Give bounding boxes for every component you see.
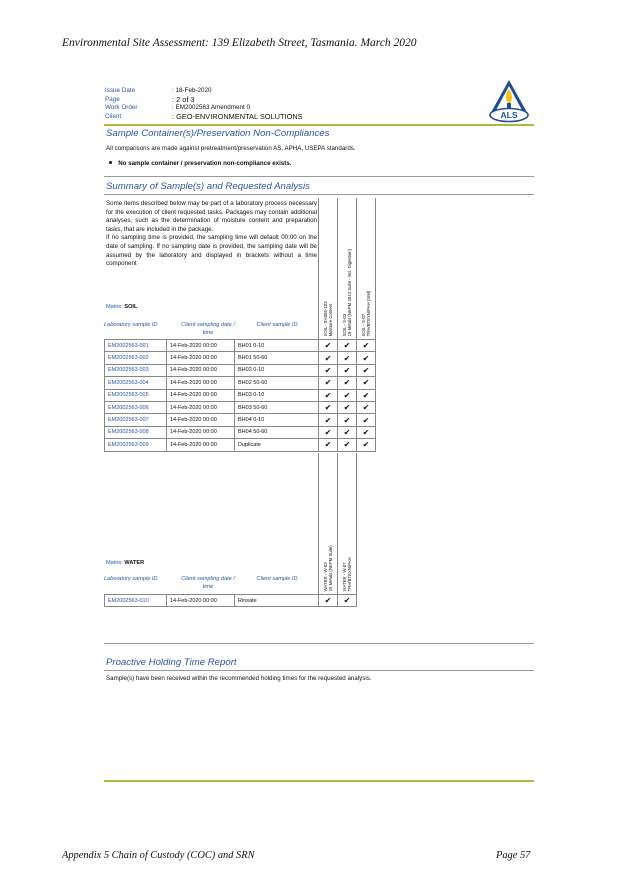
checkmark-icon: ✔	[357, 389, 376, 401]
table-row	[105, 414, 376, 426]
sampling-date: 14-Feb-2020 00:00	[167, 426, 235, 438]
checkmark-icon: ✔	[338, 401, 357, 413]
meta-page	[105, 96, 303, 105]
sampling-date: 14-Feb-2020 00:00	[167, 414, 235, 426]
meta-value: : 2 of 3	[172, 94, 195, 104]
client-sample-id: BH02 0-10	[235, 364, 319, 376]
checkmark-icon: ✔	[357, 340, 376, 352]
table-row	[105, 377, 376, 389]
table-row	[105, 352, 376, 364]
matrix-value: SOIL	[124, 304, 138, 310]
water-sample-table	[104, 594, 357, 607]
meta-issue-date	[105, 87, 303, 96]
meta-value: : 18-Feb-2020	[172, 87, 212, 94]
table-row	[105, 426, 376, 438]
sampling-date: 14-Feb-2020 00:00	[167, 340, 235, 352]
meta-label: Page	[105, 95, 120, 103]
client-sample-id: BH01 50-60	[235, 352, 319, 364]
logo-text: ALS	[500, 110, 518, 120]
table-row	[105, 401, 376, 413]
sampling-date: 14-Feb-2020 00:00	[167, 389, 235, 401]
footer-page-number: Page 57	[496, 850, 531, 861]
meta-label: Issue Date	[105, 87, 136, 94]
checkmark-icon: ✔	[319, 439, 338, 451]
checkmark-icon: ✔	[319, 595, 338, 607]
checkmark-icon: ✔	[319, 401, 338, 413]
client-sample-id: Rinsate	[235, 595, 319, 607]
checkmark-icon: ✔	[319, 377, 338, 389]
lab-sample-id: EM2002563-006	[105, 401, 167, 413]
lab-sample-id: EM2002563-003	[105, 364, 167, 376]
checkmark-icon: ✔	[338, 595, 357, 607]
checkmark-icon: ✔	[319, 364, 338, 376]
checkmark-icon: ✔	[338, 364, 357, 376]
client-sample-id: BH02 50-60	[235, 377, 319, 389]
running-header: Environmental Site Assessment: 139 Elizabeth Street, Tasmania. March 2020	[62, 37, 417, 49]
table-row	[105, 364, 376, 376]
section-divider	[104, 176, 534, 177]
analysis-column: SOIL - S-07 TRH/BTEXN/PAH (SIM)	[357, 198, 376, 339]
checkmark-icon: ✔	[357, 426, 376, 438]
intro-paragraph: Some items described below may be part of a laboratory process necessary for the execution of client requested tasks. Packages may contain additional analyses, such as the determination of moisture content and preparation tasks, that are included in the package.	[106, 200, 317, 233]
client-sample-id: BH04 0-10	[235, 414, 319, 426]
noncompliance-text: All comparisons are made against pretreatment/preservation AS, APHA, USEPA standards.	[106, 145, 356, 152]
table-row	[105, 340, 376, 352]
lab-sample-id: EM2002563-008	[105, 426, 167, 438]
meta-label: Client	[105, 112, 122, 120]
checkmark-icon: ✔	[357, 414, 376, 426]
checkmark-icon: ✔	[338, 340, 357, 352]
checkmark-icon: ✔	[319, 352, 338, 364]
footer-left: Appendix 5 Chain of Custody (COC) and SRN	[62, 850, 255, 861]
holding-title: Proactive Holding Time Report	[106, 657, 237, 668]
matrix-value: WATER	[124, 560, 145, 566]
sampling-date: 14-Feb-2020 00:00	[167, 439, 235, 451]
water-col-date: Client sampling date / time	[181, 576, 235, 590]
checkmark-icon: ✔	[319, 340, 338, 352]
client-sample-id: BH03 50-60	[235, 401, 319, 413]
analysis-column: WATER - W-07 TRH/BTEXN/PAH	[338, 453, 357, 594]
analysis-column: SOIL - EA055-103 Moisture Content	[319, 198, 338, 339]
checkmark-icon: ✔	[357, 401, 376, 413]
sampling-date: 14-Feb-2020 00:00	[167, 377, 235, 389]
section-divider	[104, 670, 534, 671]
checkmark-icon: ✔	[357, 377, 376, 389]
water-analysis-header	[318, 453, 356, 594]
meta-client	[105, 113, 303, 122]
soil-sample-table	[104, 339, 376, 452]
report-meta	[105, 87, 303, 121]
sampling-date: 14-Feb-2020 00:00	[167, 595, 235, 607]
soil-analysis-header	[318, 198, 375, 339]
checkmark-icon: ✔	[338, 377, 357, 389]
lab-sample-id: EM2002563-010	[105, 595, 167, 607]
checkmark-icon: ✔	[357, 352, 376, 364]
water-col-client-id: Client sample ID	[256, 576, 298, 582]
sampling-date: 14-Feb-2020 00:00	[167, 364, 235, 376]
sampling-date: 14-Feb-2020 00:00	[167, 352, 235, 364]
water-matrix-label: Matrix: WATER	[106, 560, 145, 566]
intro-paragraph: If no sampling time is provided, the sampling time will default 00:00 on the date of sampling. If no sampling date is provided, the sampling date will be assumed by the laboratory and displayed in brackets without a time component	[106, 234, 317, 268]
lab-sample-id: EM2002563-007	[105, 414, 167, 426]
sampling-date: 14-Feb-2020 00:00	[167, 401, 235, 413]
checkmark-icon: ✔	[338, 426, 357, 438]
bullet-icon	[109, 161, 112, 164]
checkmark-icon: ✔	[357, 439, 376, 451]
header-divider	[104, 124, 534, 126]
checkmark-icon: ✔	[338, 352, 357, 364]
soil-col-date: Client sampling date / time	[181, 322, 235, 336]
noncompliance-title: Sample Container(s)/Preservation Non-Compliances	[106, 128, 330, 139]
lab-sample-id: EM2002563-004	[105, 377, 167, 389]
analysis-column: SOIL - S-03 15 Metals (NEPM 2013 Suite - incl. Digestion)	[338, 198, 357, 339]
holding-text: Sample(s) have been received within the recommended holding times for the requested analysis.	[106, 675, 372, 682]
soil-col-lab-id: Laboratory sample ID	[104, 322, 158, 328]
lab-sample-id: EM2002563-002	[105, 352, 167, 364]
bullet-text: No sample container / preservation non-compliance exists.	[118, 160, 292, 167]
client-sample-id: BH04 50-60	[235, 426, 319, 438]
lab-sample-id: EM2002563-009	[105, 439, 167, 451]
table-row	[105, 595, 357, 607]
checkmark-icon: ✔	[338, 414, 357, 426]
checkmark-icon: ✔	[319, 426, 338, 438]
table-row	[105, 389, 376, 401]
lab-sample-id: EM2002563-001	[105, 340, 167, 352]
analysis-column: WATER - W-03 15 Metals (NEPM Suite)	[319, 453, 338, 594]
lab-sample-id: EM2002563-005	[105, 389, 167, 401]
checkmark-icon: ✔	[357, 364, 376, 376]
checkmark-icon: ✔	[338, 389, 357, 401]
summary-intro	[106, 200, 317, 269]
checkmark-icon: ✔	[319, 389, 338, 401]
checkmark-icon: ✔	[319, 414, 338, 426]
meta-label: Work Order	[105, 104, 138, 112]
checkmark-icon: ✔	[338, 439, 357, 451]
client-sample-id: BH01 0-10	[235, 340, 319, 352]
als-logo	[488, 79, 530, 123]
soil-matrix-label: Matrix: SOIL	[106, 304, 138, 310]
section-divider	[104, 643, 534, 644]
meta-value: : GEO-ENVIRONMENTAL SOLUTIONS	[172, 111, 303, 121]
meta-value: : EM2002563 Amendment 0	[172, 104, 251, 112]
noncompliance-bullet	[106, 160, 292, 167]
water-col-lab-id: Laboratory sample ID	[104, 576, 158, 582]
client-sample-id: BH03 0-10	[235, 389, 319, 401]
footer-divider	[104, 780, 534, 782]
soil-col-client-id: Client sample ID	[256, 322, 298, 328]
summary-title: Summary of Sample(s) and Requested Analysis	[106, 181, 310, 192]
client-sample-id: Duplicate	[235, 439, 319, 451]
